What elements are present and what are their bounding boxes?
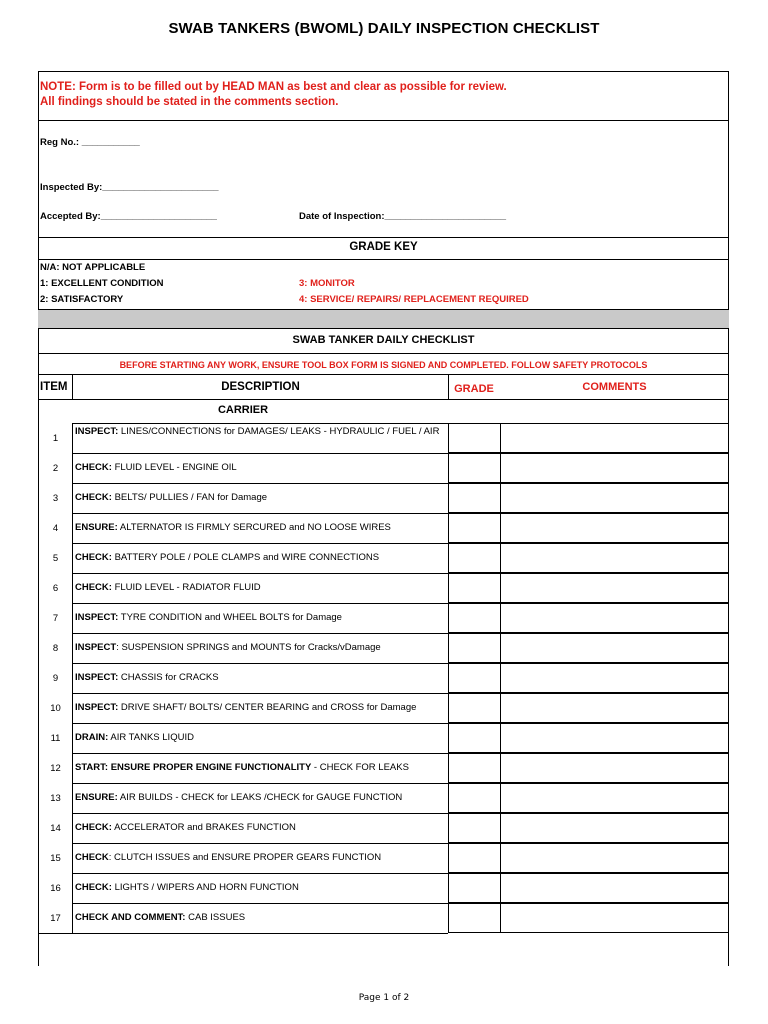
row-number: 6 <box>52 583 59 594</box>
comment-input-cell[interactable] <box>500 753 729 783</box>
grade-input-cell[interactable] <box>448 543 501 573</box>
divider <box>72 423 448 424</box>
row-detail: AIR TANKS LIQUID <box>108 732 194 743</box>
divider <box>38 399 729 400</box>
divider <box>72 603 448 604</box>
accepted-by-field[interactable]: Accepted By:______________________ <box>40 211 217 222</box>
separator-band <box>38 309 729 329</box>
divider <box>72 843 448 844</box>
row-number: 3 <box>52 493 59 504</box>
divider <box>72 753 448 754</box>
row-action: CHECK AND COMMENT: <box>75 912 186 923</box>
page-title: SWAB TANKERS (BWOML) DAILY INSPECTION CHECKLIST <box>168 20 600 37</box>
row-action: DRAIN: <box>75 732 109 743</box>
row-detail: : SUSPENSION SPRINGS and MOUNTS for Cracks/vDamage <box>116 642 381 653</box>
comment-input-cell[interactable] <box>500 543 729 573</box>
row-action: INSPECT: <box>75 672 119 683</box>
divider <box>72 723 448 724</box>
grade-input-cell[interactable] <box>448 843 501 873</box>
row-detail: : CLUTCH ISSUES and ENSURE PROPER GEARS FUNCTION <box>108 852 382 863</box>
grade-2: 2: SATISFACTORY <box>40 294 124 305</box>
divider <box>72 783 448 784</box>
row-action: CHECK: <box>75 492 112 503</box>
row-number: 12 <box>50 763 61 774</box>
row-description <box>75 462 445 474</box>
comment-input-cell[interactable] <box>500 873 729 903</box>
row-description <box>75 552 445 564</box>
row-number: 5 <box>52 553 59 564</box>
grade-input-cell[interactable] <box>448 813 501 843</box>
grade-input-cell[interactable] <box>448 483 501 513</box>
row-number: 17 <box>50 913 61 924</box>
row-number: 1 <box>52 433 59 444</box>
row-number: 15 <box>50 853 61 864</box>
comment-input-cell[interactable] <box>500 843 729 873</box>
row-description <box>75 426 445 438</box>
grade-input-cell[interactable] <box>448 663 501 693</box>
comment-input-cell[interactable] <box>500 453 729 483</box>
grade-input-cell[interactable] <box>448 453 501 483</box>
row-description <box>75 762 445 774</box>
row-action: INSPECT <box>75 642 117 653</box>
row-detail: ALTERNATOR IS FIRMLY SERCURED and NO LOOSE WIRES <box>117 522 391 533</box>
safety-notice: BEFORE STARTING ANY WORK, ENSURE TOOL BOX FORM IS SIGNED AND COMPLETED. FOLLOW SAFETY PROTOCOLS <box>38 353 729 375</box>
row-detail: CAB ISSUES <box>185 912 246 923</box>
row-action: ENSURE: <box>75 792 118 803</box>
row-description <box>75 492 445 504</box>
row-description <box>75 912 445 924</box>
row-detail: FLUID LEVEL - ENGINE OIL <box>111 462 237 473</box>
row-detail: FLUID LEVEL - RADIATOR FLUID <box>111 582 261 593</box>
row-description <box>75 792 445 804</box>
row-detail: ACCELERATOR and BRAKES FUNCTION <box>111 822 296 833</box>
divider <box>72 633 448 634</box>
divider <box>72 483 448 484</box>
divider <box>72 903 448 904</box>
row-action: INSPECT: <box>75 702 119 713</box>
row-number: 13 <box>50 793 61 804</box>
row-number: 10 <box>50 703 61 714</box>
col-comments-header: COMMENTS <box>582 381 647 393</box>
divider <box>38 933 73 934</box>
row-action: CHECK <box>75 852 109 863</box>
note-line-2: All findings should be stated in the comments section. <box>40 96 339 108</box>
row-detail: DRIVE SHAFT/ BOLTS/ CENTER BEARING and CROSS for Damage <box>118 702 417 713</box>
comment-input-cell[interactable] <box>500 903 729 933</box>
comment-input-cell[interactable] <box>500 603 729 633</box>
row-detail: AIR BUILDS - CHECK for LEAKS /CHECK for GAUGE FUNCTION <box>117 792 403 803</box>
comment-input-cell[interactable] <box>500 513 729 543</box>
divider <box>38 237 729 238</box>
divider <box>72 453 448 454</box>
grade-input-cell[interactable] <box>448 693 501 723</box>
row-detail: LINES/CONNECTIONS for DAMAGES/ LEAKS - HYDRAULIC / FUEL / AIR <box>118 426 440 437</box>
comment-input-cell[interactable] <box>500 723 729 753</box>
divider <box>448 375 449 399</box>
grade-input-cell[interactable] <box>448 873 501 903</box>
grade-input-cell[interactable] <box>448 753 501 783</box>
note-line-1: NOTE: Form is to be filled out by HEAD MAN as best and clear as possible for review. <box>40 81 507 93</box>
row-action: START: ENSURE PROPER ENGINE FUNCTIONALITY <box>75 762 312 773</box>
row-action: ENSURE: <box>75 522 118 533</box>
divider <box>72 813 448 814</box>
page-footer: Page 1 of 2 <box>358 993 410 1003</box>
grade-input-cell[interactable] <box>448 423 501 453</box>
comment-input-cell[interactable] <box>500 573 729 603</box>
grade-input-cell[interactable] <box>448 903 501 933</box>
note-box <box>38 71 729 121</box>
divider <box>72 933 448 934</box>
row-number: 16 <box>50 883 61 894</box>
row-action: CHECK: <box>75 582 112 593</box>
inspected-by-field[interactable]: Inspected By:______________________ <box>40 182 219 193</box>
comment-input-cell[interactable] <box>500 693 729 723</box>
row-description <box>75 522 445 534</box>
grade-1: 1: EXCELLENT CONDITION <box>40 278 164 289</box>
row-action: INSPECT: <box>75 426 119 437</box>
checklist-heading: SWAB TANKER DAILY CHECKLIST <box>292 334 475 346</box>
row-action: CHECK: <box>75 822 112 833</box>
divider <box>72 375 73 399</box>
col-item-header: ITEM <box>40 381 68 393</box>
row-number: 4 <box>52 523 59 534</box>
row-number: 11 <box>50 733 61 744</box>
row-number: 7 <box>52 613 59 624</box>
row-description <box>75 672 445 684</box>
divider <box>72 573 448 574</box>
divider <box>72 423 73 933</box>
grade-input-cell[interactable] <box>448 603 501 633</box>
divider <box>72 513 448 514</box>
row-description <box>75 882 445 894</box>
row-description <box>75 642 445 654</box>
row-action: INSPECT: <box>75 612 119 623</box>
comment-input-cell[interactable] <box>500 483 729 513</box>
row-detail: BELTS/ PULLIES / FAN for Damage <box>111 492 268 503</box>
col-grade-header: GRADE <box>454 383 494 395</box>
row-detail: BATTERY POLE / POLE CLAMPS and WIRE CONNECTIONS <box>111 552 380 563</box>
section-carrier: CARRIER <box>217 404 269 416</box>
row-description <box>75 852 445 864</box>
grade-na: N/A: NOT APPLICABLE <box>40 262 146 273</box>
grade-3: 3: MONITOR <box>299 278 355 289</box>
grade-4: 4: SERVICE/ REPAIRS/ REPLACEMENT REQUIRED <box>299 294 529 305</box>
comment-input-cell[interactable] <box>500 423 729 453</box>
comment-input-cell[interactable] <box>500 783 729 813</box>
row-action: CHECK: <box>75 462 112 473</box>
col-description-header: DESCRIPTION <box>221 381 300 393</box>
row-description <box>75 582 445 594</box>
reg-no-field[interactable]: Reg No.: ___________ <box>40 137 140 148</box>
divider <box>72 873 448 874</box>
grade-key-heading: GRADE KEY <box>349 241 418 253</box>
divider <box>72 663 448 664</box>
row-number: 2 <box>52 463 59 474</box>
divider <box>38 259 729 260</box>
grade-input-cell[interactable] <box>448 633 501 663</box>
comment-input-cell[interactable] <box>500 633 729 663</box>
row-description <box>75 702 445 714</box>
grade-input-cell[interactable] <box>448 783 501 813</box>
row-description <box>75 612 445 624</box>
row-detail: TYRE CONDITION and WHEEL BOLTS for Damage <box>118 612 342 623</box>
row-description <box>75 732 445 744</box>
row-action: CHECK: <box>75 552 112 563</box>
grade-input-cell[interactable] <box>448 573 501 603</box>
row-number: 14 <box>50 823 61 834</box>
row-number: 8 <box>52 643 59 654</box>
row-detail: - CHECK FOR LEAKS <box>311 762 409 773</box>
row-description <box>75 822 445 834</box>
row-number: 9 <box>52 673 59 684</box>
grade-input-cell[interactable] <box>448 723 501 753</box>
row-detail: CHASSIS for CRACKS <box>118 672 219 683</box>
comment-input-cell[interactable] <box>500 813 729 843</box>
comment-input-cell[interactable] <box>500 663 729 693</box>
row-action: CHECK: <box>75 882 112 893</box>
grade-input-cell[interactable] <box>448 513 501 543</box>
date-of-inspection-field[interactable]: Date of Inspection:_______________________ <box>299 211 507 222</box>
row-detail: LIGHTS / WIPERS AND HORN FUNCTION <box>111 882 299 893</box>
divider <box>72 693 448 694</box>
divider <box>72 543 448 544</box>
